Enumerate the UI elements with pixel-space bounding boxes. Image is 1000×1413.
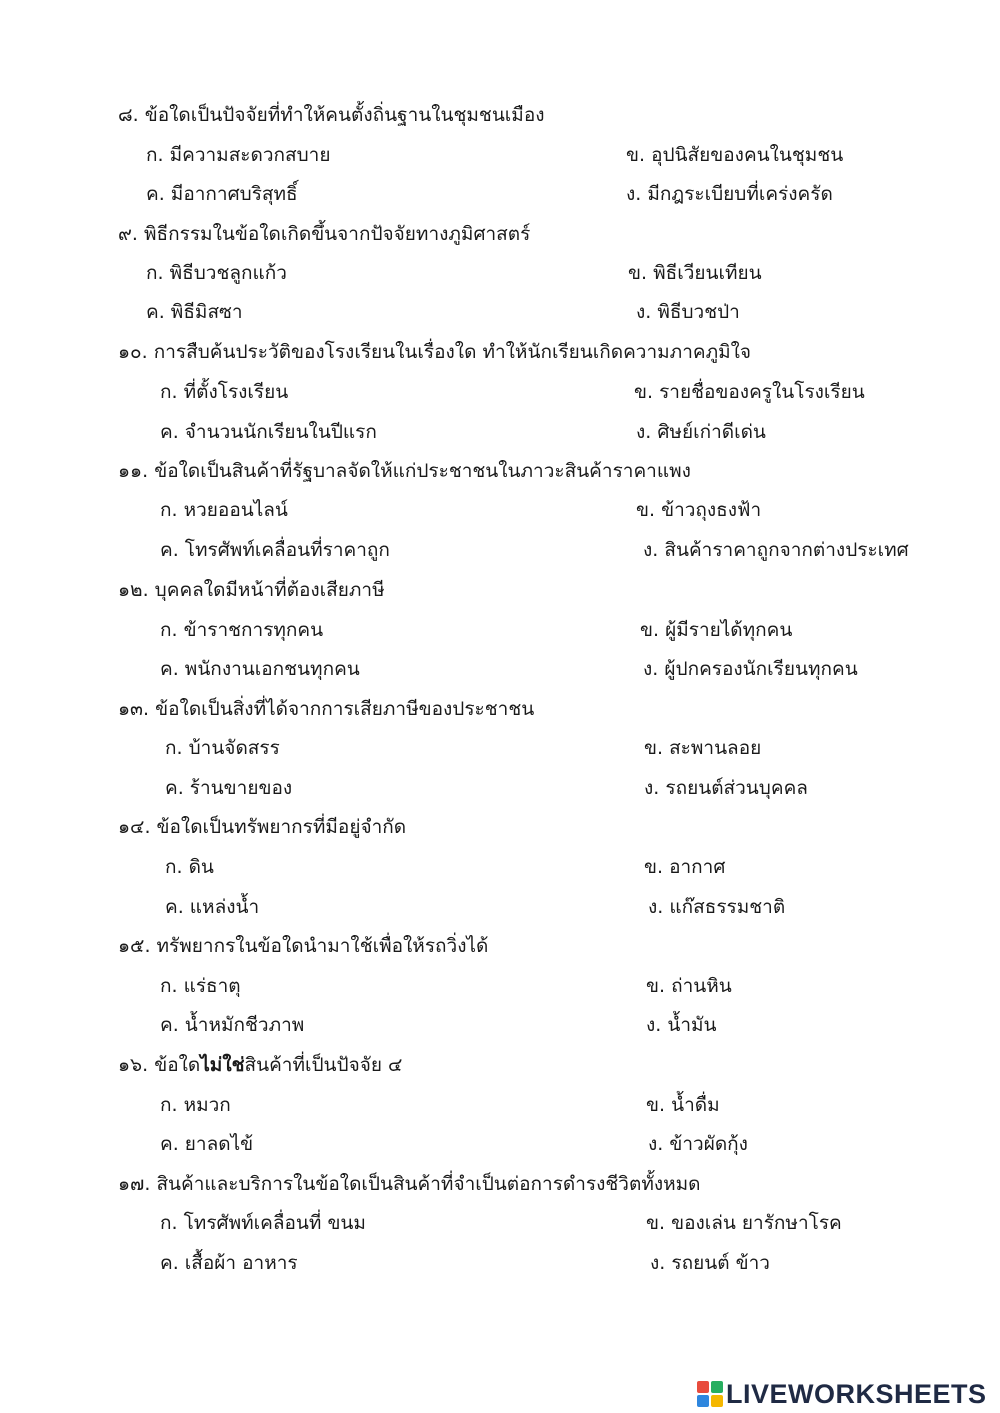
question-text: พิธีกรรมในข้อใดเกิดขึ้นจากปัจจัยทางภูมิศาสตร์: [144, 223, 531, 245]
question-text: ทรัพยากรในข้อใดนำมาใช้เพื่อให้รถวิ่งได้: [156, 935, 489, 957]
question-17-option-d[interactable]: ง. รถยนต์ ข้าว: [650, 1252, 770, 1274]
question-8-option-d[interactable]: ง. มีกฎระเบียบที่เคร่งครัด: [626, 183, 833, 205]
logo-tile-green: [711, 1381, 723, 1393]
question-text: ข้อใดเป็นสินค้าที่รัฐบาลจัดให้แก่ประชาชนในภาวะสินค้าราคาแพง: [154, 460, 691, 482]
question-10-option-b[interactable]: ข. รายชื่อของครูในโรงเรียน: [634, 381, 865, 403]
question-10-option-a[interactable]: ก. ที่ตั้งโรงเรียน: [160, 381, 289, 403]
question-9-stem: [118, 222, 530, 246]
question-8-option-a[interactable]: ก. มีความสะดวกสบาย: [146, 144, 331, 166]
question-11-option-b[interactable]: ข. ข้าวถุงธงฟ้า: [636, 499, 762, 521]
question-17-option-c[interactable]: ค. เสื้อผ้า อาหาร: [160, 1252, 298, 1274]
question-text: ข้อใดไม่ใช่สินค้าที่เป็นปัจจัย ๔: [154, 1054, 403, 1076]
question-13-option-b[interactable]: ข. สะพานลอย: [644, 737, 762, 759]
question-number: ๑๖.: [118, 1054, 149, 1076]
question-text: ข้อใดเป็นปัจจัยที่ทำให้คนตั้งถิ่นฐานในชุมชนเมือง: [144, 104, 545, 126]
question-12-stem: [118, 578, 385, 602]
question-16-stem: [118, 1053, 402, 1077]
question-11-option-c[interactable]: ค. โทรศัพท์เคลื่อนที่ราคาถูก: [160, 539, 390, 561]
question-15-option-b[interactable]: ข. ถ่านหิน: [646, 975, 732, 997]
question-13-option-a[interactable]: ก. บ้านจัดสรร: [165, 737, 280, 759]
logo-tile-blue: [697, 1395, 709, 1407]
question-13-option-d[interactable]: ง. รถยนต์ส่วนบุคคล: [644, 777, 808, 799]
question-text: ข้อใดเป็นทรัพยากรที่มีอยู่จำกัด: [156, 816, 407, 838]
question-11-stem: [118, 459, 691, 483]
question-8-stem: [118, 103, 545, 127]
question-16-option-c[interactable]: ค. ยาลดไข้: [160, 1133, 254, 1155]
question-13-stem: [118, 697, 534, 721]
question-9-option-b[interactable]: ข. พิธีเวียนเทียน: [628, 262, 762, 284]
question-14-option-a[interactable]: ก. ดิน: [165, 856, 214, 878]
logo-tile-red: [697, 1381, 709, 1393]
question-17-option-b[interactable]: ข. ของเล่น ยารักษาโรค: [646, 1212, 842, 1234]
question-14-stem: [118, 815, 406, 839]
question-9-option-c[interactable]: ค. พิธีมิสซา: [146, 301, 243, 323]
question-17-stem: [118, 1172, 701, 1196]
question-12-option-b[interactable]: ข. ผู้มีรายได้ทุกคน: [640, 619, 793, 641]
question-16-option-d[interactable]: ง. ข้าวผัดกุ้ง: [648, 1133, 748, 1155]
question-12-option-c[interactable]: ค. พนักงานเอกชนทุกคน: [160, 658, 360, 680]
question-text: บุคคลใดมีหน้าที่ต้องเสียภาษี: [154, 579, 385, 601]
question-16-option-a[interactable]: ก. หมวก: [160, 1094, 231, 1116]
question-12-option-a[interactable]: ก. ข้าราชการทุกคน: [160, 619, 324, 641]
question-15-option-d[interactable]: ง. น้ำมัน: [646, 1014, 717, 1036]
question-number: ๑๗.: [118, 1173, 151, 1195]
question-number: ๑๓.: [118, 698, 150, 720]
liveworksheets-grid-icon: [697, 1381, 723, 1407]
question-13-option-c[interactable]: ค. ร้านขายของ: [165, 777, 293, 799]
question-14-option-c[interactable]: ค. แหล่งน้ำ: [165, 896, 260, 918]
question-number: ๑๑.: [118, 460, 149, 482]
question-11-option-a[interactable]: ก. หวยออนไลน์: [160, 499, 288, 521]
question-14-option-d[interactable]: ง. แก๊สธรรมชาติ: [648, 896, 786, 918]
question-number: ๙.: [118, 223, 138, 245]
emphasis-not: ไม่ใช่: [200, 1054, 245, 1076]
question-text: สินค้าและบริการในข้อใดเป็นสินค้าที่จำเป็นต่อการดำรงชีวิตทั้งหมด: [156, 1173, 701, 1195]
question-number: ๑๒.: [118, 579, 149, 601]
question-number: ๘.: [118, 104, 139, 126]
question-text: ข้อใดเป็นสิ่งที่ได้จากการเสียภาษีของประชาชน: [155, 698, 535, 720]
question-8-option-c[interactable]: ค. มีอากาศบริสุทธิ์: [146, 183, 298, 205]
logo-text: LIVEWORKSHEETS: [726, 1378, 987, 1409]
logo-tile-yellow: [711, 1395, 723, 1407]
question-14-option-b[interactable]: ข. อากาศ: [644, 856, 726, 878]
question-9-option-a[interactable]: ก. พิธีบวชลูกแก้ว: [146, 262, 287, 284]
question-15-option-a[interactable]: ก. แร่ธาตุ: [160, 975, 241, 997]
question-number: ๑๕.: [118, 935, 151, 957]
question-text: การสืบค้นประวัติของโรงเรียนในเรื่องใด ทำให้นักเรียนเกิดความภาคภูมิใจ: [153, 341, 752, 363]
question-15-stem: [118, 934, 488, 958]
question-12-option-d[interactable]: ง. ผู้ปกครองนักเรียนทุกคน: [643, 658, 858, 680]
question-16-option-b[interactable]: ข. น้ำดื่ม: [646, 1094, 720, 1116]
question-number: ๑๐.: [118, 341, 148, 363]
question-10-option-c[interactable]: ค. จำนวนนักเรียนในปีแรก: [160, 421, 377, 443]
question-10-stem: [118, 340, 751, 364]
question-10-option-d[interactable]: ง. ศิษย์เก่าดีเด่น: [636, 421, 766, 443]
question-9-option-d[interactable]: ง. พิธีบวชป่า: [636, 301, 740, 323]
question-15-option-c[interactable]: ค. น้ำหมักชีวภาพ: [160, 1014, 305, 1036]
question-number: ๑๔.: [118, 816, 151, 838]
question-17-option-a[interactable]: ก. โทรศัพท์เคลื่อนที่ ขนม: [160, 1212, 366, 1234]
question-8-option-b[interactable]: ข. อุปนิสัยของคนในชุมชน: [626, 144, 844, 166]
question-11-option-d[interactable]: ง. สินค้าราคาถูกจากต่างประเทศ: [643, 539, 909, 561]
liveworksheets-logo: [697, 1377, 987, 1411]
